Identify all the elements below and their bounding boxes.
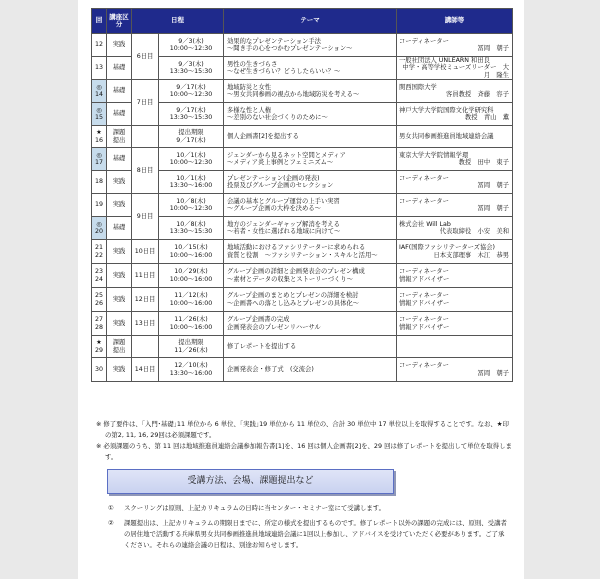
table-row [92,288,513,312]
row-lecturer: コーディネーター 冨岡 朝子 [397,171,513,194]
info-list [106,503,508,555]
row-no: 19 [92,194,107,217]
row-date: 12／10(木) 13:30～16:00 [159,358,224,382]
row-no: ◎ 15 [92,103,107,126]
double-circle-mark-icon: ◎ [96,220,102,228]
row-kubun: 基礎 [107,57,132,80]
row-lecturer [397,336,513,358]
row-date: 10／8(木) 10:00～12:30 [159,194,224,217]
day-label [132,336,159,358]
item-text: スクーリングは原則、上記カリキュラムの日時に当センター・セミナー室にて受講します。 [124,504,386,512]
row-lecturer: コーディネーター 冨岡 朝子 [397,194,513,217]
table-row [92,240,513,264]
row-date: 提出期限 9／17(木) [159,126,224,148]
row-kubun: 実践 [107,171,132,194]
header-lecturer: 講師等 [397,9,513,34]
table-row [92,126,513,148]
row-kubun: 課題 提出 [107,126,132,148]
row-kubun: 基礎 [107,103,132,126]
row-kubun: 実践 [107,358,132,382]
table-row [92,148,513,171]
row-lecturer: 東京大学大学院情報学環 教授 田中 東子 [397,148,513,171]
item-number: ① [108,504,114,512]
row-date: 9／3(木) 13:30～15:30 [159,57,224,80]
header-day: 日程 [132,9,224,34]
row-lecturer: コーディネーター 情報アドバイザー [397,288,513,312]
row-no: ◎ 20 [92,217,107,240]
row-kubun: 実践 [107,264,132,288]
row-kubun: 基礎 [107,80,132,103]
schedule-table [91,8,513,382]
note-requirements: ※ 修了要件は、｢入門･基礎｣11 単位から 6 単位、｢実践｣19 単位から 11 単位の、合計 30 単位中 17 単位以上を取得することです。なお、★印の第2, 11, 16, 29回は必須課題です。 [96,420,509,439]
row-no: ★ 29 [92,336,107,358]
note-assignments: ※ 必須課題のうち、第 11 回は地域推進員連絡会議参加報告書[1]を、16 回は個人企画書[2]を、29 回は修了レポートを提出して単位を取得します。 [96,442,512,461]
star-mark-icon: ★ [96,129,102,137]
star-mark-icon: ★ [96,339,102,347]
row-kubun: 実践 [107,194,132,217]
row-no: 21 22 [92,240,107,264]
row-lecturer: 男女共同参画推進員地域連絡会議 [397,126,513,148]
row-theme: 地方のジェンダーギャップ解消を考える ～若者・女性に選ばれる地域に向けて～ [224,217,397,240]
row-lecturer: 株式会社 Will Lab 代表取締役 小安 美和 [397,217,513,240]
row-lecturer: コーディネーター 冨岡 朝子 [397,358,513,382]
table-row [92,80,513,103]
row-lecturer: コーディネーター 冨岡 朝子 [397,34,513,57]
row-theme: 多様な性と人権 ～差別のない社会づくりのために～ [224,103,397,126]
table-row [92,194,513,217]
row-date: 10／29(木) 10:00～16:00 [159,264,224,288]
row-no: 27 28 [92,312,107,336]
double-circle-mark-icon: ◎ [96,83,102,91]
row-kubun: 実践 [107,288,132,312]
row-date: 10／1(木) 13:30～16:00 [159,171,224,194]
header-theme: テーマ [224,9,397,34]
day-label: 8日目 [132,148,159,194]
row-theme: グループ企画書の完成 企画発表会のプレゼンリハーサル [224,312,397,336]
list-item [106,518,508,551]
day-label: 12日目 [132,288,159,312]
table-header-row [92,9,513,34]
double-circle-mark-icon: ◎ [96,151,102,159]
table-row [92,34,513,57]
row-no: 25 26 [92,288,107,312]
row-theme: 会議の基本とグループ運営の上手い実習 ～グループ企画の大枠を決める～ [224,194,397,217]
row-theme: グループ企画の詳細と企画発表会のプレゼン構成 ～素材とデータの収集とストーリーづくり～ [224,264,397,288]
row-theme: 地域活動におけるファシリテーターに求められる 資質と役割 ～ファシリテーション・スキルと活用～ [224,240,397,264]
row-theme: 企画発表会・修了式 (交流会) [224,358,397,382]
row-no: 30 [92,358,107,382]
row-no: 12 [92,34,107,57]
row-theme: 修了レポートを提出する [224,336,397,358]
row-kubun: 基礎 [107,148,132,171]
header-kubun: 講座区分 [107,9,132,34]
row-lecturer: 一般社団法人 UNLEARN 和田良 中学・高等学校ミューズリーダー 大月 隆生 [397,57,513,80]
double-circle-mark-icon: ◎ [96,106,102,114]
row-kubun: 実践 [107,312,132,336]
table-row [92,264,513,288]
row-theme: 効果的なプレゼンテーション手法 ～聞き手の心をつかむプレゼンテーション～ [224,34,397,57]
row-date: 9／3(木) 10:00～12:30 [159,34,224,57]
row-date: 9／17(木) 10:00～12:30 [159,80,224,103]
day-label: 11日目 [132,264,159,288]
day-label: 6日目 [132,34,159,80]
header-no: 回 [92,9,107,34]
row-date: 10／1(木) 10:00～12:30 [159,148,224,171]
row-theme: 男性の生きづらさ ～なぜ生きづらい？どうしたらいい？～ [224,57,397,80]
table-row [92,312,513,336]
row-no: ★ 16 [92,126,107,148]
row-date: 10／15(木) 10:00～16:00 [159,240,224,264]
row-no: 13 [92,57,107,80]
day-label: 13日目 [132,312,159,336]
day-label: 10日目 [132,240,159,264]
row-lecturer: IAF(国際ファシリテーターズ協会) 日本支部理事 木江 恭男 [397,240,513,264]
table-row [92,336,513,358]
list-item [106,503,508,514]
row-kubun: 実践 [107,34,132,57]
row-date: 11／26(木) 10:00～16:00 [159,312,224,336]
day-label: 9日目 [132,194,159,240]
row-theme: プレゼンテーション(企画の発表) 投票及びグループ企画のセレクション [224,171,397,194]
row-kubun: 基礎 [107,217,132,240]
row-no: ◎ 14 [92,80,107,103]
row-theme: 地域防災と女性 ～男女共同参画の視点から地域防災を考える～ [224,80,397,103]
day-label: 7日目 [132,80,159,126]
section-heading-button[interactable]: 受講方法、会場、課題提出など [107,469,394,494]
day-label: 14日目 [132,358,159,382]
item-text: 課題提出は、上記カリキュラムの期限日までに、所定の様式を提出するものです。修了レポート以外の課題の完成には、原則、受講者の居住地で活動する兵庫県男女共同参画推進員地域連絡会議に1回以上参加し、アドバイスを受けていただく必要があります。ご了承ください。それらの連絡会議の日程は、別途お知らせします。 [124,519,507,549]
row-theme: グループ企画のまとめとプレゼンの詳細を検討 ～企画書への落とし込みとプレゼンの具体化～ [224,288,397,312]
row-theme: ジェンダーから見るネット空間とメディア ～メディア炎上事例とフェミニズム～ [224,148,397,171]
row-kubun: 課題 提出 [107,336,132,358]
row-no: ◎ 17 [92,148,107,171]
row-date: 10／8(木) 13:30～15:30 [159,217,224,240]
row-kubun: 実践 [107,240,132,264]
table-row [92,358,513,382]
document-page [78,0,524,579]
row-lecturer: コーディネーター 情報アドバイザー [397,264,513,288]
day-label [132,126,159,148]
row-date: 11／12(木) 10:00～16:00 [159,288,224,312]
row-no: 18 [92,171,107,194]
row-theme: 個人企画書[2]を提出する [224,126,397,148]
row-lecturer: コーディネーター 情報アドバイザー [397,312,513,336]
row-date: 提出期限 11／26(木) [159,336,224,358]
notes [96,419,514,463]
row-lecturer: 関西国際大学 客員教授 斉藤 容子 [397,80,513,103]
item-number: ② [108,519,114,527]
row-lecturer: 神戸大学大学院国際文化学研究科 教授 青山 薫 [397,103,513,126]
row-date: 9／17(木) 13:30～15:30 [159,103,224,126]
row-no: 23 24 [92,264,107,288]
